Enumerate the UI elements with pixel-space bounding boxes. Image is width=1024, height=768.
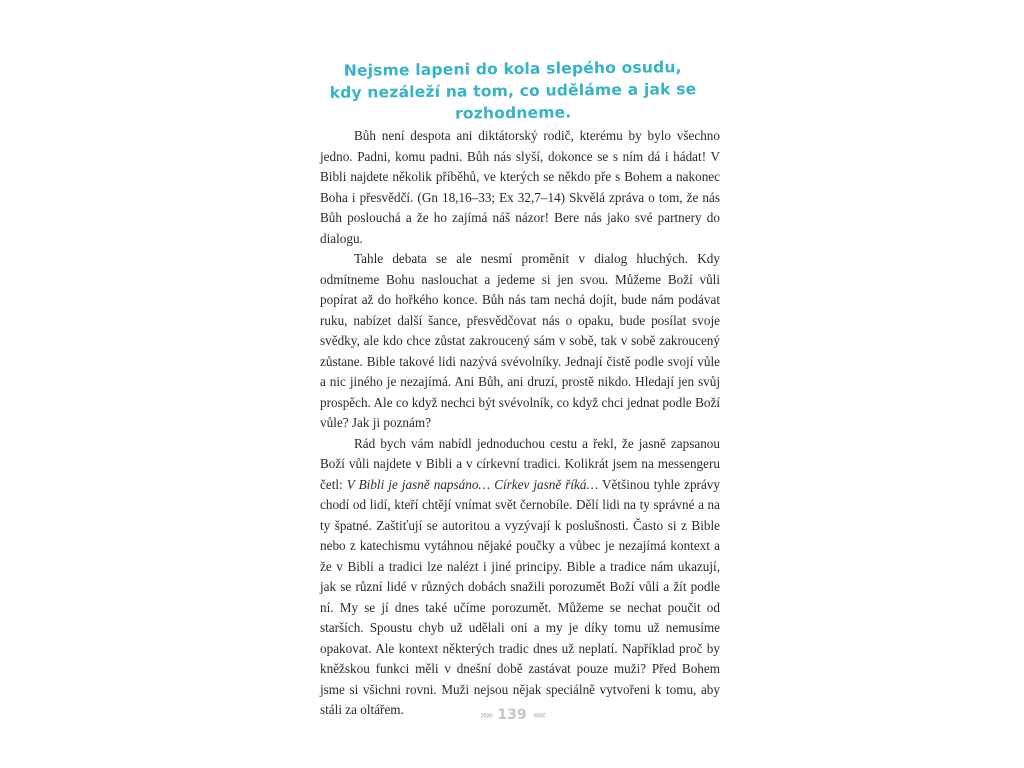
- folio-right-mark: ««: [532, 708, 545, 722]
- paragraph-3-after: Většinou tyhle zprávy chodí od lidí, kteří chtějí vnímat svět černobíle. Dělí lidi na ty správné a na ty špatné. Zaštiťují se autoritou a vyzývají k poslušnosti. Často si z Bible nebo z katechismu vytáhnou nějaké poučky a vůbec je nezajímá kontext a že v Bibli a tradici lze nalézt i jiné principy. Bible a tradice nám ukazují, jak se různí lidé v různých dobách snažili porozumět Boží vůli a žít podle ní. My se jí dnes také učíme porozumět. Můžeme se nechat poučit od starších. Spoustu chyb už udělali oni a my je díky tomu už nemusíme opakovat. Ale kontext některých tradic dnes už neplatí. Například proč by kněžskou funkci měli v dnešní době zastávat pouze muži? Před Bohem jsme si všichni rovni. Muži nejsou nějak speciálně vytvořeni k tomu, aby stáli za oltářem.: [320, 476, 720, 717]
- pull-quote-line-1: Nejsme lapeni do kola slepého osudu,: [343, 58, 682, 80]
- paragraph-3: [320, 434, 720, 721]
- paragraph-2: Tahle debata se ale nesmí proměnit v dialog hluchých. Kdy odmítneme Bohu naslouchat a jedeme si jen svou. Můžeme Boží vůli popírat až do hořkého konce. Bůh nás tam nechá dojít, bude nám podávat ruku, nabízet další šance, přesvědčovat nás o opaku, bude posílat svoje svědky, ale kdo chce zůstat zakroucený sám v sobě, tak v sobě zakroucený zůstane. Bible takové lidi nazývá svévolníky. Jednají čistě podle svojí vůle a nic jiného je nezajímá. Ani Bůh, ani druzí, prostě nikdo. Hledají jen svůj prospěch. Ale co když nechci být svévolník, co když chci jednat podle Boží vůle? Jak ji poznám?: [320, 251, 720, 430]
- pull-quote: [300, 56, 727, 126]
- paragraph-1: Bůh není despota ani diktátorský rodič, kterému by bylo všechno jedno. Padni, komu padni. Bůh nás slyší, dokonce se s ním dá i hádat! V Bibli najdete několik příběhů, ve kterých se někdo pře s Bohem a nakonec Boha i přesvědčí. (Gn 18,16–33; Ex 32,7–14) Skvělá zpráva o tom, že nás Bůh poslouchá a že ho zajímá náš názor! Bere nás jako své partnery do dialogu.: [320, 128, 720, 246]
- paragraph-3-before: Rád bych vám nabídl jednoduchou cestu a řekl, že jasně zapsanou Boží vůli najdete v Bibli a v církevní tradici. Kolikrát jsem na messengeru četl:: [320, 435, 720, 492]
- folio-left-mark: »»: [479, 708, 492, 722]
- page-number: 139: [497, 707, 527, 723]
- body-text: [320, 126, 720, 721]
- pull-quote-line-2: kdy nezáleží na tom, co uděláme a jak se rozhodneme.: [329, 80, 697, 123]
- paragraph-3-italic-quote: V Bibli je jasně napsáno… Církev jasně říká…: [346, 476, 599, 492]
- page-number-folio: [0, 705, 1024, 725]
